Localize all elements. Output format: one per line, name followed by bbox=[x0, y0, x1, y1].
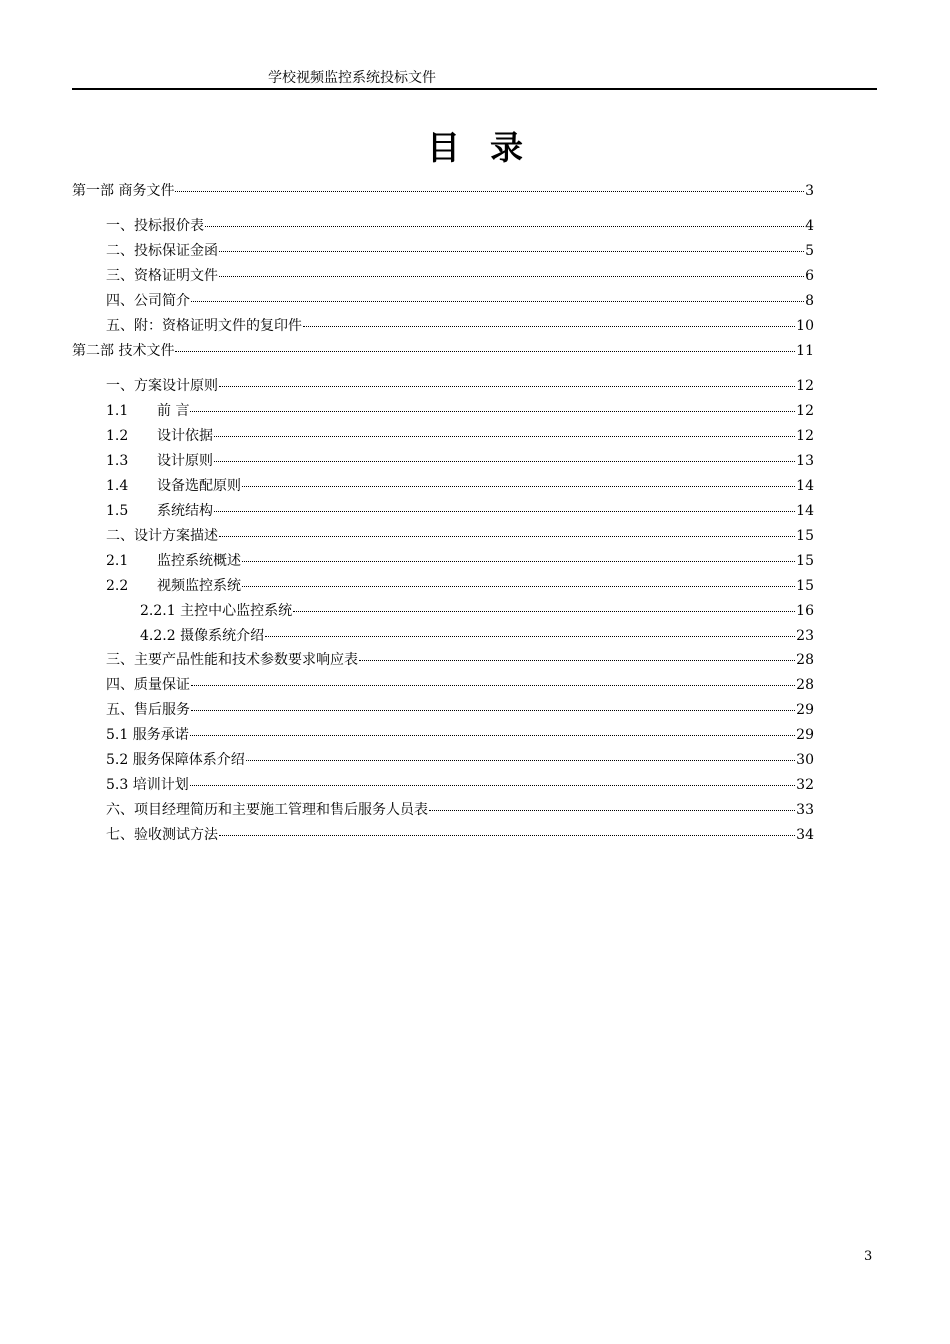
toc-entry-number: 2.1 bbox=[106, 553, 129, 569]
toc-dot-leader bbox=[205, 226, 804, 227]
toc-entry[interactable] bbox=[72, 317, 814, 335]
toc-entry-page: 14 bbox=[796, 478, 814, 494]
toc-entry-label: 设计原则 bbox=[157, 453, 213, 469]
toc-entry[interactable] bbox=[72, 502, 814, 520]
toc-entry-label: 5.1 服务承诺 bbox=[106, 727, 189, 743]
toc-entry-label: 4.2.2 摄像系统介绍 bbox=[140, 628, 265, 644]
toc-entry-label: 四、公司简介 bbox=[106, 293, 190, 309]
toc-entry-label: 七、验收测试方法 bbox=[106, 827, 218, 843]
toc-dot-leader bbox=[190, 411, 795, 412]
toc-entry-page: 32 bbox=[796, 777, 814, 793]
toc-dot-leader bbox=[214, 436, 795, 437]
toc-entry-page: 16 bbox=[796, 603, 814, 619]
toc-entry[interactable] bbox=[72, 826, 814, 844]
toc-entry[interactable] bbox=[72, 701, 814, 719]
toc-dot-leader bbox=[190, 785, 795, 786]
toc-entry-label: 一、方案设计原则 bbox=[106, 378, 218, 394]
toc-entry-page: 29 bbox=[796, 702, 814, 718]
toc-dot-leader bbox=[190, 735, 795, 736]
toc-entry-label: 第一部 商务文件 bbox=[72, 183, 175, 199]
toc-entry[interactable] bbox=[72, 676, 814, 694]
toc-dot-leader bbox=[219, 251, 804, 252]
toc-entry-label: 系统结构 bbox=[157, 503, 213, 519]
toc-entry-page: 28 bbox=[796, 677, 814, 693]
toc-dot-leader bbox=[219, 276, 804, 277]
toc-dot-leader bbox=[359, 660, 795, 661]
toc-entry-number: 1.2 bbox=[106, 428, 129, 444]
toc-dot-leader bbox=[242, 561, 795, 562]
toc-entry-page: 12 bbox=[796, 378, 814, 394]
toc-entry-page: 12 bbox=[796, 428, 814, 444]
toc-dot-leader bbox=[214, 461, 795, 462]
toc-entry[interactable] bbox=[72, 292, 814, 310]
toc-entry-page: 8 bbox=[805, 293, 814, 309]
toc-entry-label: 一、投标报价表 bbox=[106, 218, 204, 234]
toc-dot-leader bbox=[242, 486, 795, 487]
toc-entry-page: 10 bbox=[796, 318, 814, 334]
toc-dot-leader bbox=[175, 191, 804, 192]
toc-entry-page: 4 bbox=[805, 218, 814, 234]
toc-entry[interactable] bbox=[72, 267, 814, 285]
toc-entry-number: 1.5 bbox=[106, 503, 129, 519]
toc-dot-leader bbox=[429, 810, 795, 811]
toc-entry[interactable] bbox=[72, 552, 814, 570]
toc-entry-label: 视频监控系统 bbox=[157, 578, 241, 594]
toc-entry[interactable] bbox=[72, 377, 814, 395]
toc-entry-page: 23 bbox=[796, 628, 814, 644]
toc-entry[interactable] bbox=[72, 776, 814, 794]
toc-entry-label: 监控系统概述 bbox=[157, 553, 241, 569]
toc-entry-page: 34 bbox=[796, 827, 814, 843]
toc-entry-label: 5.2 服务保障体系介绍 bbox=[106, 752, 245, 768]
toc-dot-leader bbox=[242, 586, 795, 587]
toc-entry-page: 30 bbox=[796, 752, 814, 768]
toc-entry[interactable] bbox=[72, 751, 814, 769]
toc-entry-page: 13 bbox=[796, 453, 814, 469]
toc-entry-label: 二、投标保证金函 bbox=[106, 243, 218, 259]
toc-entry-page: 12 bbox=[796, 403, 814, 419]
toc-entry-label: 五、售后服务 bbox=[106, 702, 190, 718]
toc-entry-page: 15 bbox=[796, 528, 814, 544]
toc-entry-label: 前 言 bbox=[157, 403, 190, 419]
toc-entry-label: 四、质量保证 bbox=[106, 677, 190, 693]
toc-entry-page: 33 bbox=[796, 802, 814, 818]
toc-entry-page: 11 bbox=[796, 343, 814, 359]
toc-entry[interactable] bbox=[72, 726, 814, 744]
toc-entry-number: 1.4 bbox=[106, 478, 129, 494]
toc-entry[interactable] bbox=[72, 427, 814, 445]
page-number: 3 bbox=[864, 1249, 873, 1264]
toc-entry-page: 14 bbox=[796, 503, 814, 519]
toc-entry-page: 15 bbox=[796, 578, 814, 594]
toc-entry-label: 五、附：资格证明文件的复印件 bbox=[106, 318, 302, 334]
toc-entry-number: 1.3 bbox=[106, 453, 129, 469]
toc-entry-page: 6 bbox=[805, 268, 814, 284]
toc-entry-label: 三、资格证明文件 bbox=[106, 268, 218, 284]
toc-title: 目录 bbox=[427, 128, 553, 167]
toc-dot-leader bbox=[191, 710, 795, 711]
toc-entry-page: 15 bbox=[796, 553, 814, 569]
toc-entry[interactable] bbox=[72, 452, 814, 470]
toc-entry-page: 3 bbox=[805, 183, 814, 199]
toc-dot-leader bbox=[219, 386, 795, 387]
toc-dot-leader bbox=[265, 636, 795, 637]
toc-entry-label: 三、主要产品性能和技术参数要求响应表 bbox=[106, 652, 358, 668]
toc-dot-leader bbox=[191, 301, 804, 302]
running-header: 学校视频监控系统投标文件 bbox=[268, 70, 436, 86]
toc-entry[interactable] bbox=[72, 627, 814, 645]
toc-dot-leader bbox=[175, 351, 795, 352]
toc-entry-label: 5.3 培训计划 bbox=[106, 777, 189, 793]
toc-entry-label: 2.2.1 主控中心监控系统 bbox=[140, 603, 293, 619]
toc-entry-label: 设计依据 bbox=[157, 428, 213, 444]
toc-dot-leader bbox=[246, 760, 795, 761]
toc-entry[interactable] bbox=[72, 577, 814, 595]
toc-dot-leader bbox=[191, 685, 795, 686]
toc-entry[interactable] bbox=[72, 801, 814, 819]
toc-dot-leader bbox=[293, 611, 795, 612]
toc-dot-leader bbox=[219, 536, 795, 537]
toc-entry-label: 设备选配原则 bbox=[157, 478, 241, 494]
toc-entry-label: 二、设计方案描述 bbox=[106, 528, 218, 544]
toc-entry-number: 2.2 bbox=[106, 578, 129, 594]
toc-entry-page: 28 bbox=[796, 652, 814, 668]
toc-dot-leader bbox=[214, 511, 795, 512]
toc-entry-page: 5 bbox=[805, 243, 814, 259]
header-rule bbox=[72, 88, 877, 90]
toc-entry[interactable] bbox=[72, 602, 814, 620]
toc-entry-label: 六、项目经理简历和主要施工管理和售后服务人员表 bbox=[106, 802, 428, 818]
toc-entry[interactable] bbox=[72, 402, 814, 420]
toc-dot-leader bbox=[219, 835, 795, 836]
toc-entry[interactable] bbox=[72, 342, 814, 360]
toc-entry-label: 第二部 技术文件 bbox=[72, 343, 175, 359]
toc-entry[interactable] bbox=[72, 182, 814, 200]
toc-entry[interactable] bbox=[72, 217, 814, 235]
toc-entry[interactable] bbox=[72, 651, 814, 669]
toc-entry-page: 29 bbox=[796, 727, 814, 743]
toc-dot-leader bbox=[303, 326, 795, 327]
toc-entry[interactable] bbox=[72, 477, 814, 495]
toc-entry-number: 1.1 bbox=[106, 403, 129, 419]
toc-entry[interactable] bbox=[72, 527, 814, 545]
toc-entry[interactable] bbox=[72, 242, 814, 260]
